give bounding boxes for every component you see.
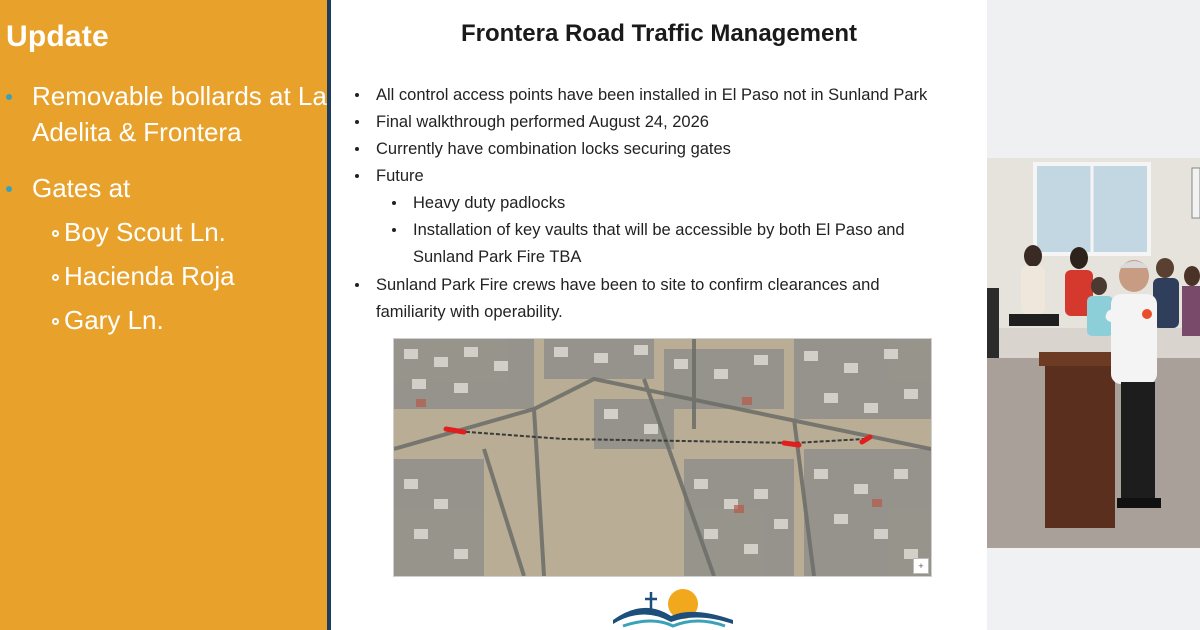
sub-bullet-icon (52, 318, 59, 325)
speaker-video (987, 158, 1200, 548)
bullet-locks: Currently have combination locks securing gates (376, 140, 731, 158)
city-logo (613, 584, 733, 630)
bullet-icon (355, 93, 359, 97)
gate-boy-scout: Boy Scout Ln. (64, 217, 226, 247)
bullet-icon (6, 94, 12, 100)
bullet-fire-crews-line2: familiarity with operability. (376, 303, 563, 321)
update-bullet-bollards-line2: Adelita & Frontera (32, 117, 242, 147)
update-bullet-bollards-line1: Removable bollards at La (32, 81, 327, 111)
bullet-icon (392, 201, 396, 205)
video-background-top (987, 0, 1200, 158)
bullet-icon (355, 283, 359, 287)
bullet-icon (392, 228, 396, 232)
video-background-bottom (987, 548, 1200, 630)
bullet-walkthrough: Final walkthrough performed August 24, 2026 (376, 113, 709, 131)
bullet-key-vaults-line1: Installation of key vaults that will be accessible by both El Paso and (413, 221, 905, 239)
bullet-key-vaults-line2: Sunland Park Fire TBA (413, 248, 582, 266)
aerial-map (393, 338, 932, 577)
bullet-icon (355, 174, 359, 178)
aerial-map-image (394, 339, 931, 576)
gate-gary: Gary Ln. (64, 305, 164, 335)
speaker-video-image (987, 158, 1200, 548)
bullet-access-points: All control access points have been installed in El Paso not in Sunland Park (376, 86, 928, 104)
update-bullet-gates: Gates at (32, 173, 131, 203)
sub-bullet-icon (52, 230, 59, 237)
update-panel (0, 0, 327, 630)
bullet-icon (355, 120, 359, 124)
bullet-future: Future (376, 167, 424, 185)
presentation-slide (331, 0, 987, 630)
bullet-padlocks: Heavy duty padlocks (413, 194, 566, 212)
bullet-icon (6, 186, 12, 192)
update-title: Update (6, 20, 109, 53)
bullet-icon (355, 147, 359, 151)
gate-hacienda-roja: Hacienda Roja (64, 261, 235, 291)
slide-title: Frontera Road Traffic Management (460, 20, 858, 47)
bullet-fire-crews-line1: Sunland Park Fire crews have been to site to confirm clearances and (376, 276, 880, 294)
sub-bullet-icon (52, 274, 59, 281)
map-expand-icon[interactable]: + (913, 558, 929, 574)
